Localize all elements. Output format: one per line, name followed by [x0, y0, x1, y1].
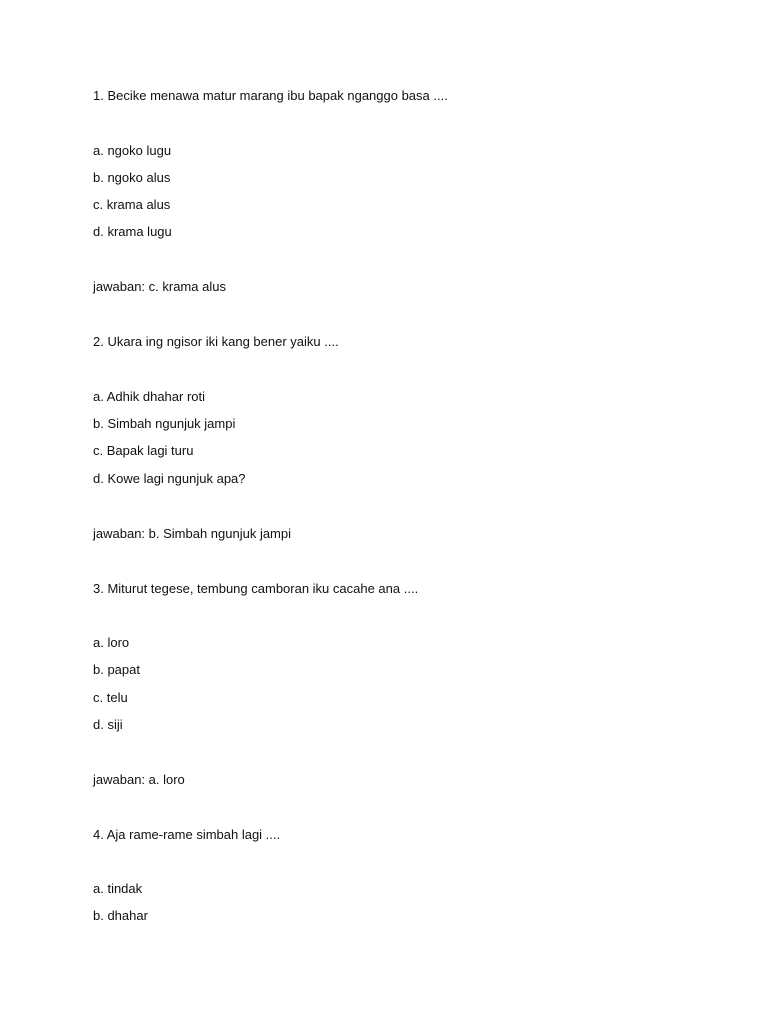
question-1-option-a: a. ngoko lugu	[93, 143, 172, 158]
question-2-option-a: a. Adhik dhahar roti	[93, 389, 206, 404]
question-2-option-d: d. Kowe lagi ngunjuk apa?	[93, 471, 246, 486]
question-2: 2. Ukara ing ngisor iki kang bener yaiku ....	[93, 334, 339, 349]
question-4: 4. Aja rame-rame simbah lagi ....	[93, 827, 281, 842]
question-3-option-d: d. siji	[93, 717, 123, 732]
question-1-answer: jawaban: c. krama alus	[93, 279, 226, 294]
question-3-option-a: a. loro	[93, 635, 130, 650]
question-2-option-c: c. Bapak lagi turu	[93, 443, 194, 458]
question-1-option-d: d. krama lugu	[93, 224, 172, 239]
question-3-option-b: b. papat	[93, 662, 140, 677]
question-2-answer: jawaban: b. Simbah ngunjuk jampi	[93, 526, 292, 541]
question-3: 3. Miturut tegese, tembung camboran iku cacahe ana ....	[93, 581, 419, 596]
question-2-option-b: b. Simbah ngunjuk jampi	[93, 416, 236, 431]
question-1: 1. Becike menawa matur marang ibu bapak nganggo basa ....	[93, 88, 448, 103]
question-1-option-b: b. ngoko alus	[93, 170, 171, 185]
question-3-answer: jawaban: a. loro	[93, 772, 185, 787]
question-4-option-a: a. tindak	[93, 881, 143, 896]
question-4-option-b: b. dhahar	[93, 908, 148, 923]
question-1-option-c: c. krama alus	[93, 197, 171, 212]
question-3-option-c: c. telu	[93, 690, 128, 705]
